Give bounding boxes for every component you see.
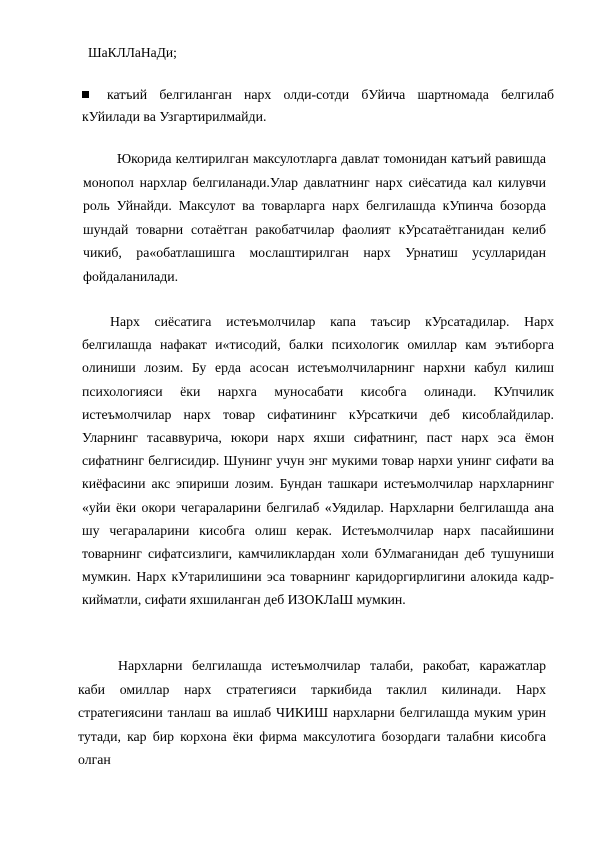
paragraph-monopoly-prices: Юкорида келтирилган максулотларга давлат томонидан катъий равишда монопол нархлар белгиланади.Улар давлатнинг нарх сиёсатида кал килувчи роль Уйнайди. Максулот ва товарларга нарх белгилашда кУпинча бозорда шундай товарни сотаётган ракобатчилар фаолият кУрсатаётганидан келиб чикиб, ра«обатлашишга мослаштирилган нарх Урнатиш усулларидан фойдаланилади. [83,151,546,284]
bullet-text: катъий белгиланган нарх олди-сотди бУйича шартномада белгилаб кУйилади ва Узгартирилмайди. [82,87,554,124]
paragraph-consumer-psychology: Нарх сиёсатига истеъмолчилар капа таъсир кУрсатадилар. Нарх белгилашда нафакат и«тисодий, балки психологик омиллар кам эътиборга олиниши лозим. Бу ерда асосан истеъмолчиларнинг нархни кабул килиш психологияси ёки нархга муносабати кисобга олинади. КУпчилик истеъмолчилар нарх товар сифатининг кУрсаткичи деб кисоблайдилар. Уларнинг тасаввурича, юкори нарх яхши сифатнинг, паст нарх эса ёмон сифатнинг белгисидир. Шунинг учун энг мукими товар нархи унинг сифати ва киёфасини акс эпириши лозим. Бундан ташкари истеъмолчилар нархларнинг «уйи ёки окори чегараларини белгилаб «Уядилар. Нархларни белгилашда ана шу чегараларини кисобга олиш керак. Истеъмолчилар нарх пасайишини товарнинг сифатсизлиги, камчиликлардан холи бУлмаганидан деб тушуниши мумкин. Нарх кУтарилишини эса товарнинг каридоргирлигини алокида кадр-кийматли, сифати яхшиланган деб ИЗОКЛаШ мумкин. [82,314,554,608]
square-bullet-icon [82,91,89,98]
paragraph-price-strategy: Нархларни белгилашда истеъмолчилар талаби, ракобат, каражатлар каби омиллар нарх стратегияси таркибида таклил килинади. Нарх стратегиясини танлаш ва ишлаб ЧИКИШ нархларни белгилашда муким урин тутади, кар бир корхона ёки фирма максулотига бозордаги талабни кисобга олган [78,658,546,767]
header-fragment: ШаКЛЛаНаДи; [88,45,177,60]
bullet-item [82,84,554,128]
